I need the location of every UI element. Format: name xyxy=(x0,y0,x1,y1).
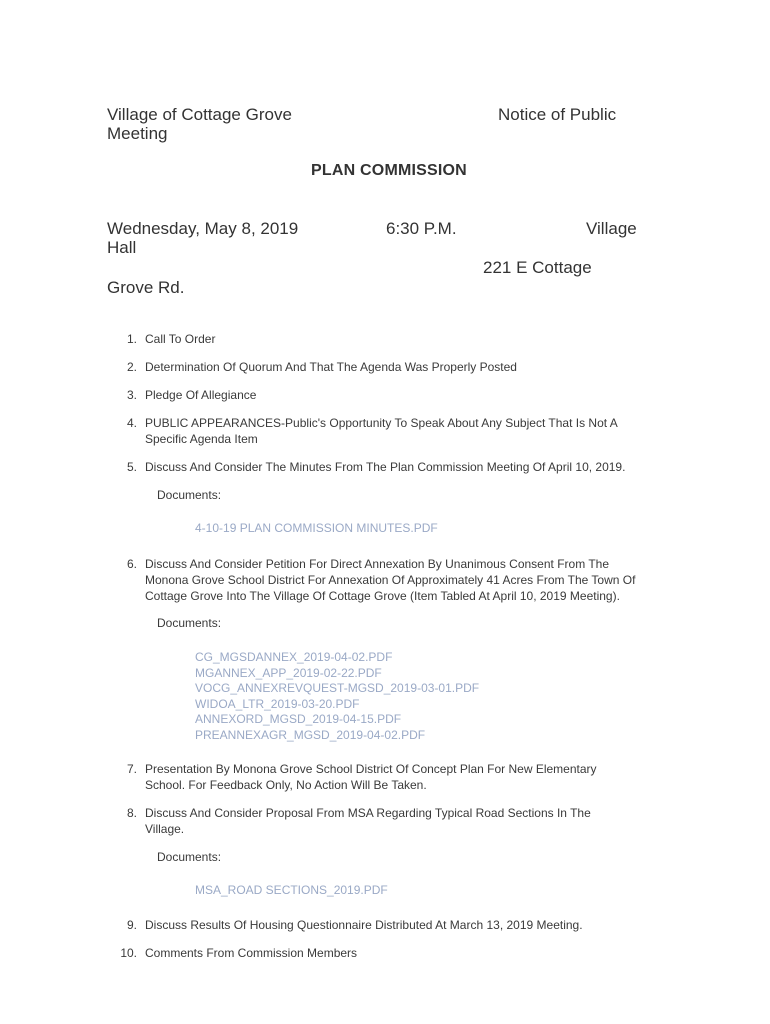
agenda-item-text: PUBLIC APPEARANCES-Public's Opportunity To Speak About Any Subject That Is Not A Specific Agenda Item xyxy=(145,416,618,446)
meeting-time: 6:30 P.M. xyxy=(386,219,457,238)
document-link[interactable]: MGANNEX_APP_2019-02-22.PDF xyxy=(195,665,382,680)
agenda-item-number: 3. xyxy=(126,388,137,402)
document-link[interactable]: VOCG_ANNEXREVQUEST-MGSD_2019-03-01.PDF xyxy=(195,681,480,695)
agenda-item-text: Discuss And Consider Proposal From MSA Regarding Typical Road Sections In The Village. xyxy=(145,806,591,836)
agenda-item-text: Pledge Of Allegiance xyxy=(145,388,257,402)
agenda-item-text: Discuss And Consider The Minutes From The Plan Commission Meeting Of April 10, 2019. xyxy=(145,460,626,474)
agenda-item-text: Comments From Commission Members xyxy=(145,946,358,960)
document-link[interactable]: PREANNEXAGR_MGSD_2019-04-02.PDF xyxy=(195,727,426,742)
agenda-item-text: Discuss Results Of Housing Questionnaire Distributed At March 13, 2019 Meeting. xyxy=(145,918,583,932)
agenda-item-text: Determination Of Quorum And That The Agenda Was Properly Posted xyxy=(145,360,517,374)
meeting-venue: Village xyxy=(586,219,637,238)
document-link[interactable]: MSA_ROAD SECTIONS_2019.PDF xyxy=(195,883,388,897)
agenda-item-number: 4. xyxy=(126,416,137,430)
page-title: PLAN COMMISSION xyxy=(311,162,467,179)
address-line-2: Grove Rd. xyxy=(107,278,185,297)
meeting-venue-continued: Hall xyxy=(107,238,137,257)
document-link[interactable]: 4-10-19 PLAN COMMISSION MINUTES.PDF xyxy=(195,521,438,535)
org-name: Village of Cottage Grove xyxy=(107,105,292,124)
agenda-item-number: 9. xyxy=(126,918,137,932)
document-link[interactable]: ANNEXORD_MGSD_2019-04-15.PDF xyxy=(195,712,402,726)
notice-heading-continued: Meeting xyxy=(107,124,168,143)
documents-label: Documents: xyxy=(157,488,222,502)
notice-heading: Notice of Public xyxy=(498,105,617,124)
meeting-date: Wednesday, May 8, 2019 xyxy=(107,219,299,238)
agenda-item-number: 1. xyxy=(126,332,137,346)
agenda-item-number: 6. xyxy=(126,557,137,571)
agenda-item-number: 5. xyxy=(126,460,137,474)
agenda-item-number: 10. xyxy=(120,946,137,960)
document-link[interactable]: CG_MGSDANNEX_2019-04-02.PDF xyxy=(195,650,393,664)
documents-label: Documents: xyxy=(157,616,222,630)
agenda-item-number: 8. xyxy=(126,806,137,820)
agenda-item-number: 7. xyxy=(126,762,137,776)
agenda-item-text: Discuss And Consider Petition For Direct Annexation By Unanimous Consent From The Monona Grove School District For Annexation Of Approximately 41 Acres From The Town Of Cottage Grove Into The Village Of Cottage Grove (Item Tabled At April 10, 2019 Meeting). xyxy=(145,557,636,603)
address-line-1: 221 E Cottage xyxy=(483,258,592,277)
agenda-item-number: 2. xyxy=(126,360,137,374)
agenda-item-text: Call To Order xyxy=(145,332,216,346)
agenda-item-text: Presentation By Monona Grove School District Of Concept Plan For New Elementary School. For Feedback Only, No Action Will Be Taken. xyxy=(145,762,597,792)
document-link[interactable]: WIDOA_LTR_2019-03-20.PDF xyxy=(195,696,360,711)
documents-label: Documents: xyxy=(157,850,222,864)
